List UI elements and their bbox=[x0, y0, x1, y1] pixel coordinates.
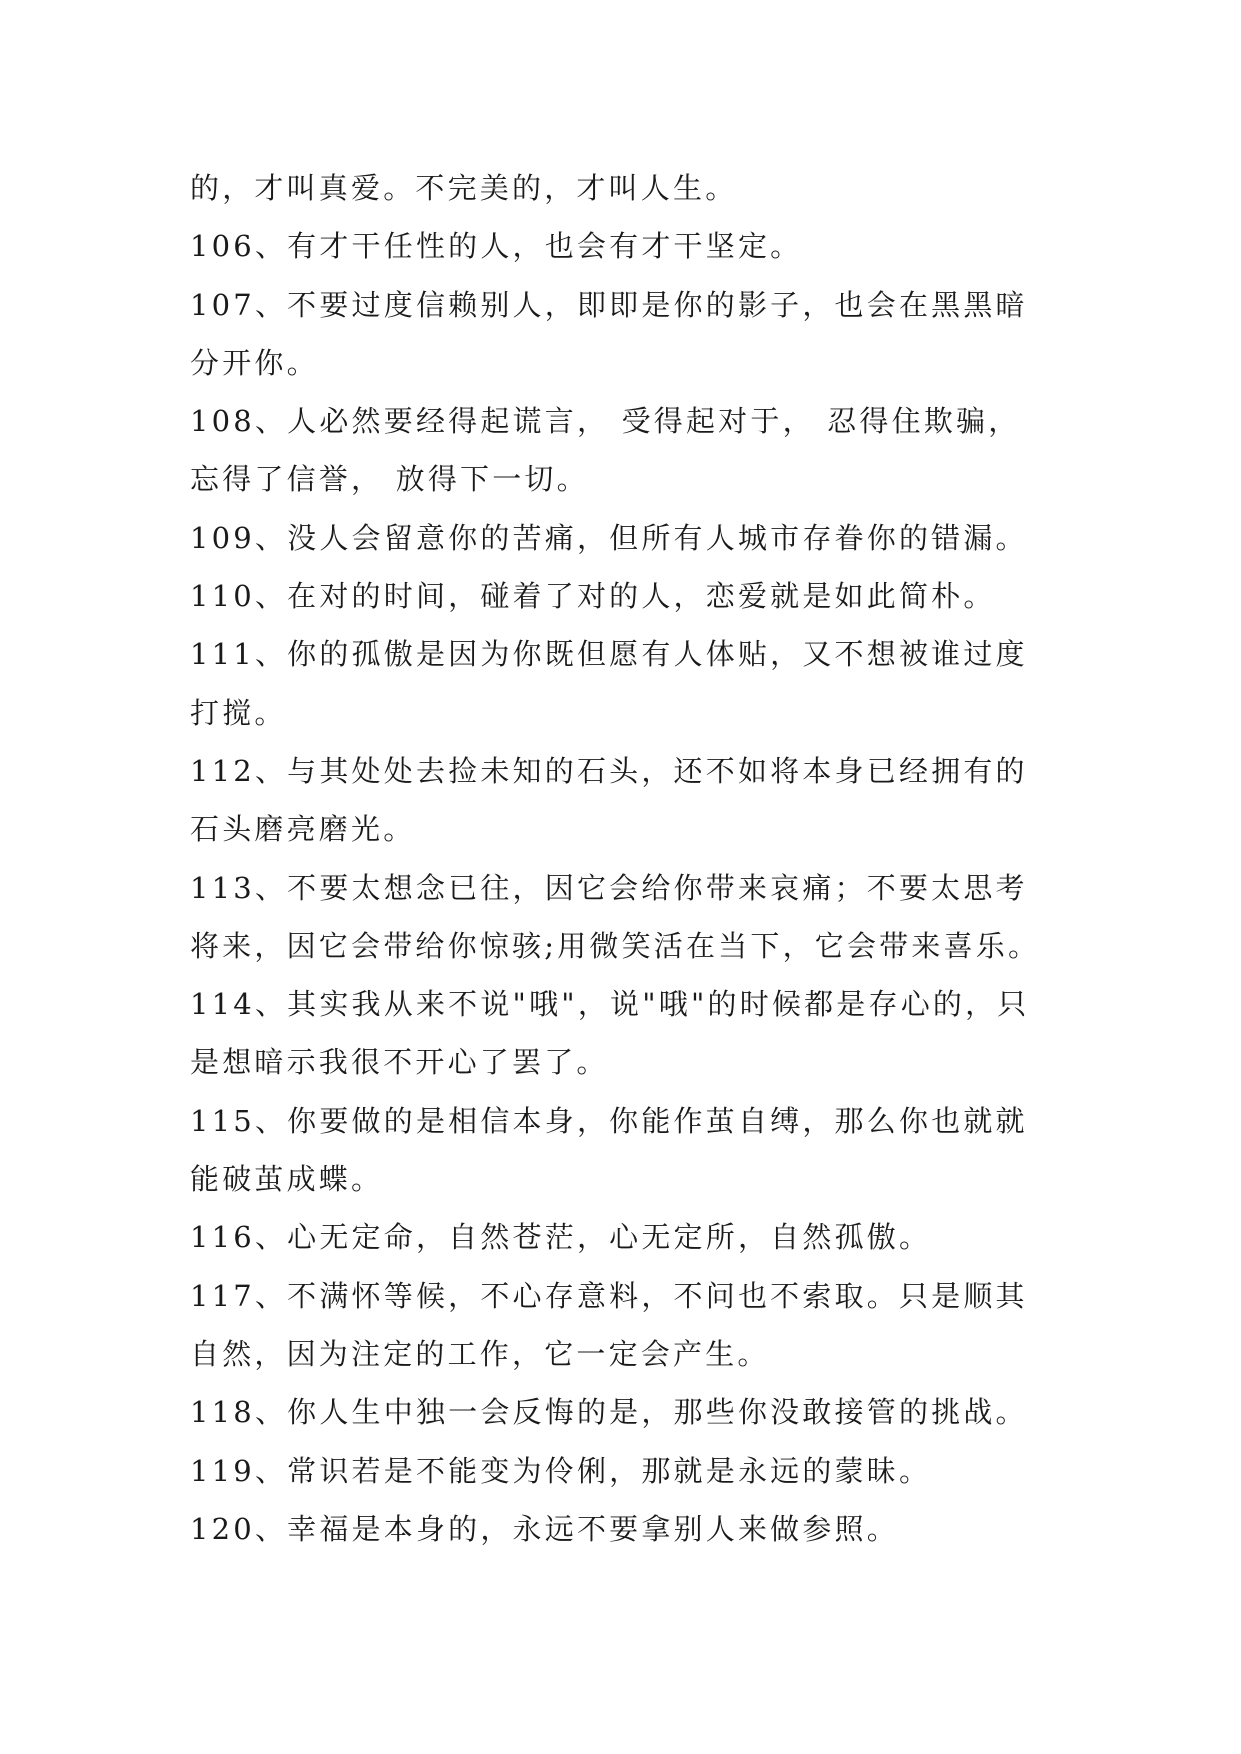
text-line: 的，才叫真爱。不完美的，才叫人生。 bbox=[190, 171, 738, 205]
text-line: 将来，因它会带给你惊骇;用微笑活在当下，它会带来喜乐。 bbox=[190, 928, 1041, 963]
text-line: 109、没人会留意你的苦痛，但所有人城市存眷你的错漏。 bbox=[190, 520, 1028, 555]
text-line: 打搅。 bbox=[190, 695, 287, 730]
text-line: 116、心无定命，自然苍茫，心无定所，自然孤傲。 bbox=[190, 1220, 932, 1255]
text-line: 112、与其处处去捡未知的石头，还不如将本身已经拥有的 bbox=[190, 753, 1028, 788]
text-line: 119、常识若是不能变为伶俐，那就是永远的蒙昧。 bbox=[190, 1453, 932, 1488]
text-line: 能破茧成蝶。 bbox=[190, 1162, 384, 1197]
text-line: 自然，因为注定的工作，它一定会产生。 bbox=[190, 1336, 770, 1371]
text-line: 113、不要太想念已往，因它会给你带来哀痛；不要太思考 bbox=[190, 870, 1028, 905]
text-line: 106、有才干任性的人，也会有才干坚定。 bbox=[190, 229, 803, 264]
text-line: 120、幸福是本身的，永远不要拿别人来做参照。 bbox=[190, 1511, 899, 1546]
text-line: 115、你要做的是相信本身，你能作茧自缚，那么你也就就 bbox=[190, 1103, 1028, 1138]
text-line: 111、你的孤傲是因为你既但愿有人体贴，又不想被谁过度 bbox=[190, 637, 1028, 672]
text-line: 是想暗示我很不开心了罢了。 bbox=[190, 1045, 609, 1080]
text-line: 石头磨亮磨光。 bbox=[190, 812, 416, 847]
text-line: 114、其实我从来不说"哦"，说"哦"的时候都是存心的，只 bbox=[190, 987, 1030, 1022]
text-line: 118、你人生中独一会反悔的是，那些你没敢接管的挑战。 bbox=[190, 1395, 1028, 1430]
text-line: 分开你。 bbox=[190, 345, 319, 380]
text-line: 110、在对的时间，碰着了对的人，恋爱就是如此简朴。 bbox=[190, 579, 996, 614]
text-line: 107、不要过度信赖别人，即即是你的影子，也会在黑黑暗 bbox=[190, 287, 1028, 322]
document-body bbox=[190, 159, 1060, 1558]
text-line: 117、不满怀等候，不心存意料，不问也不索取。只是顺其 bbox=[190, 1278, 1028, 1313]
text-line: 忘得了信誉， 放得下一切。 bbox=[190, 462, 589, 497]
text-line: 108、人必然要经得起谎言， 受得起对于， 忍得住欺骗， bbox=[190, 404, 1021, 439]
